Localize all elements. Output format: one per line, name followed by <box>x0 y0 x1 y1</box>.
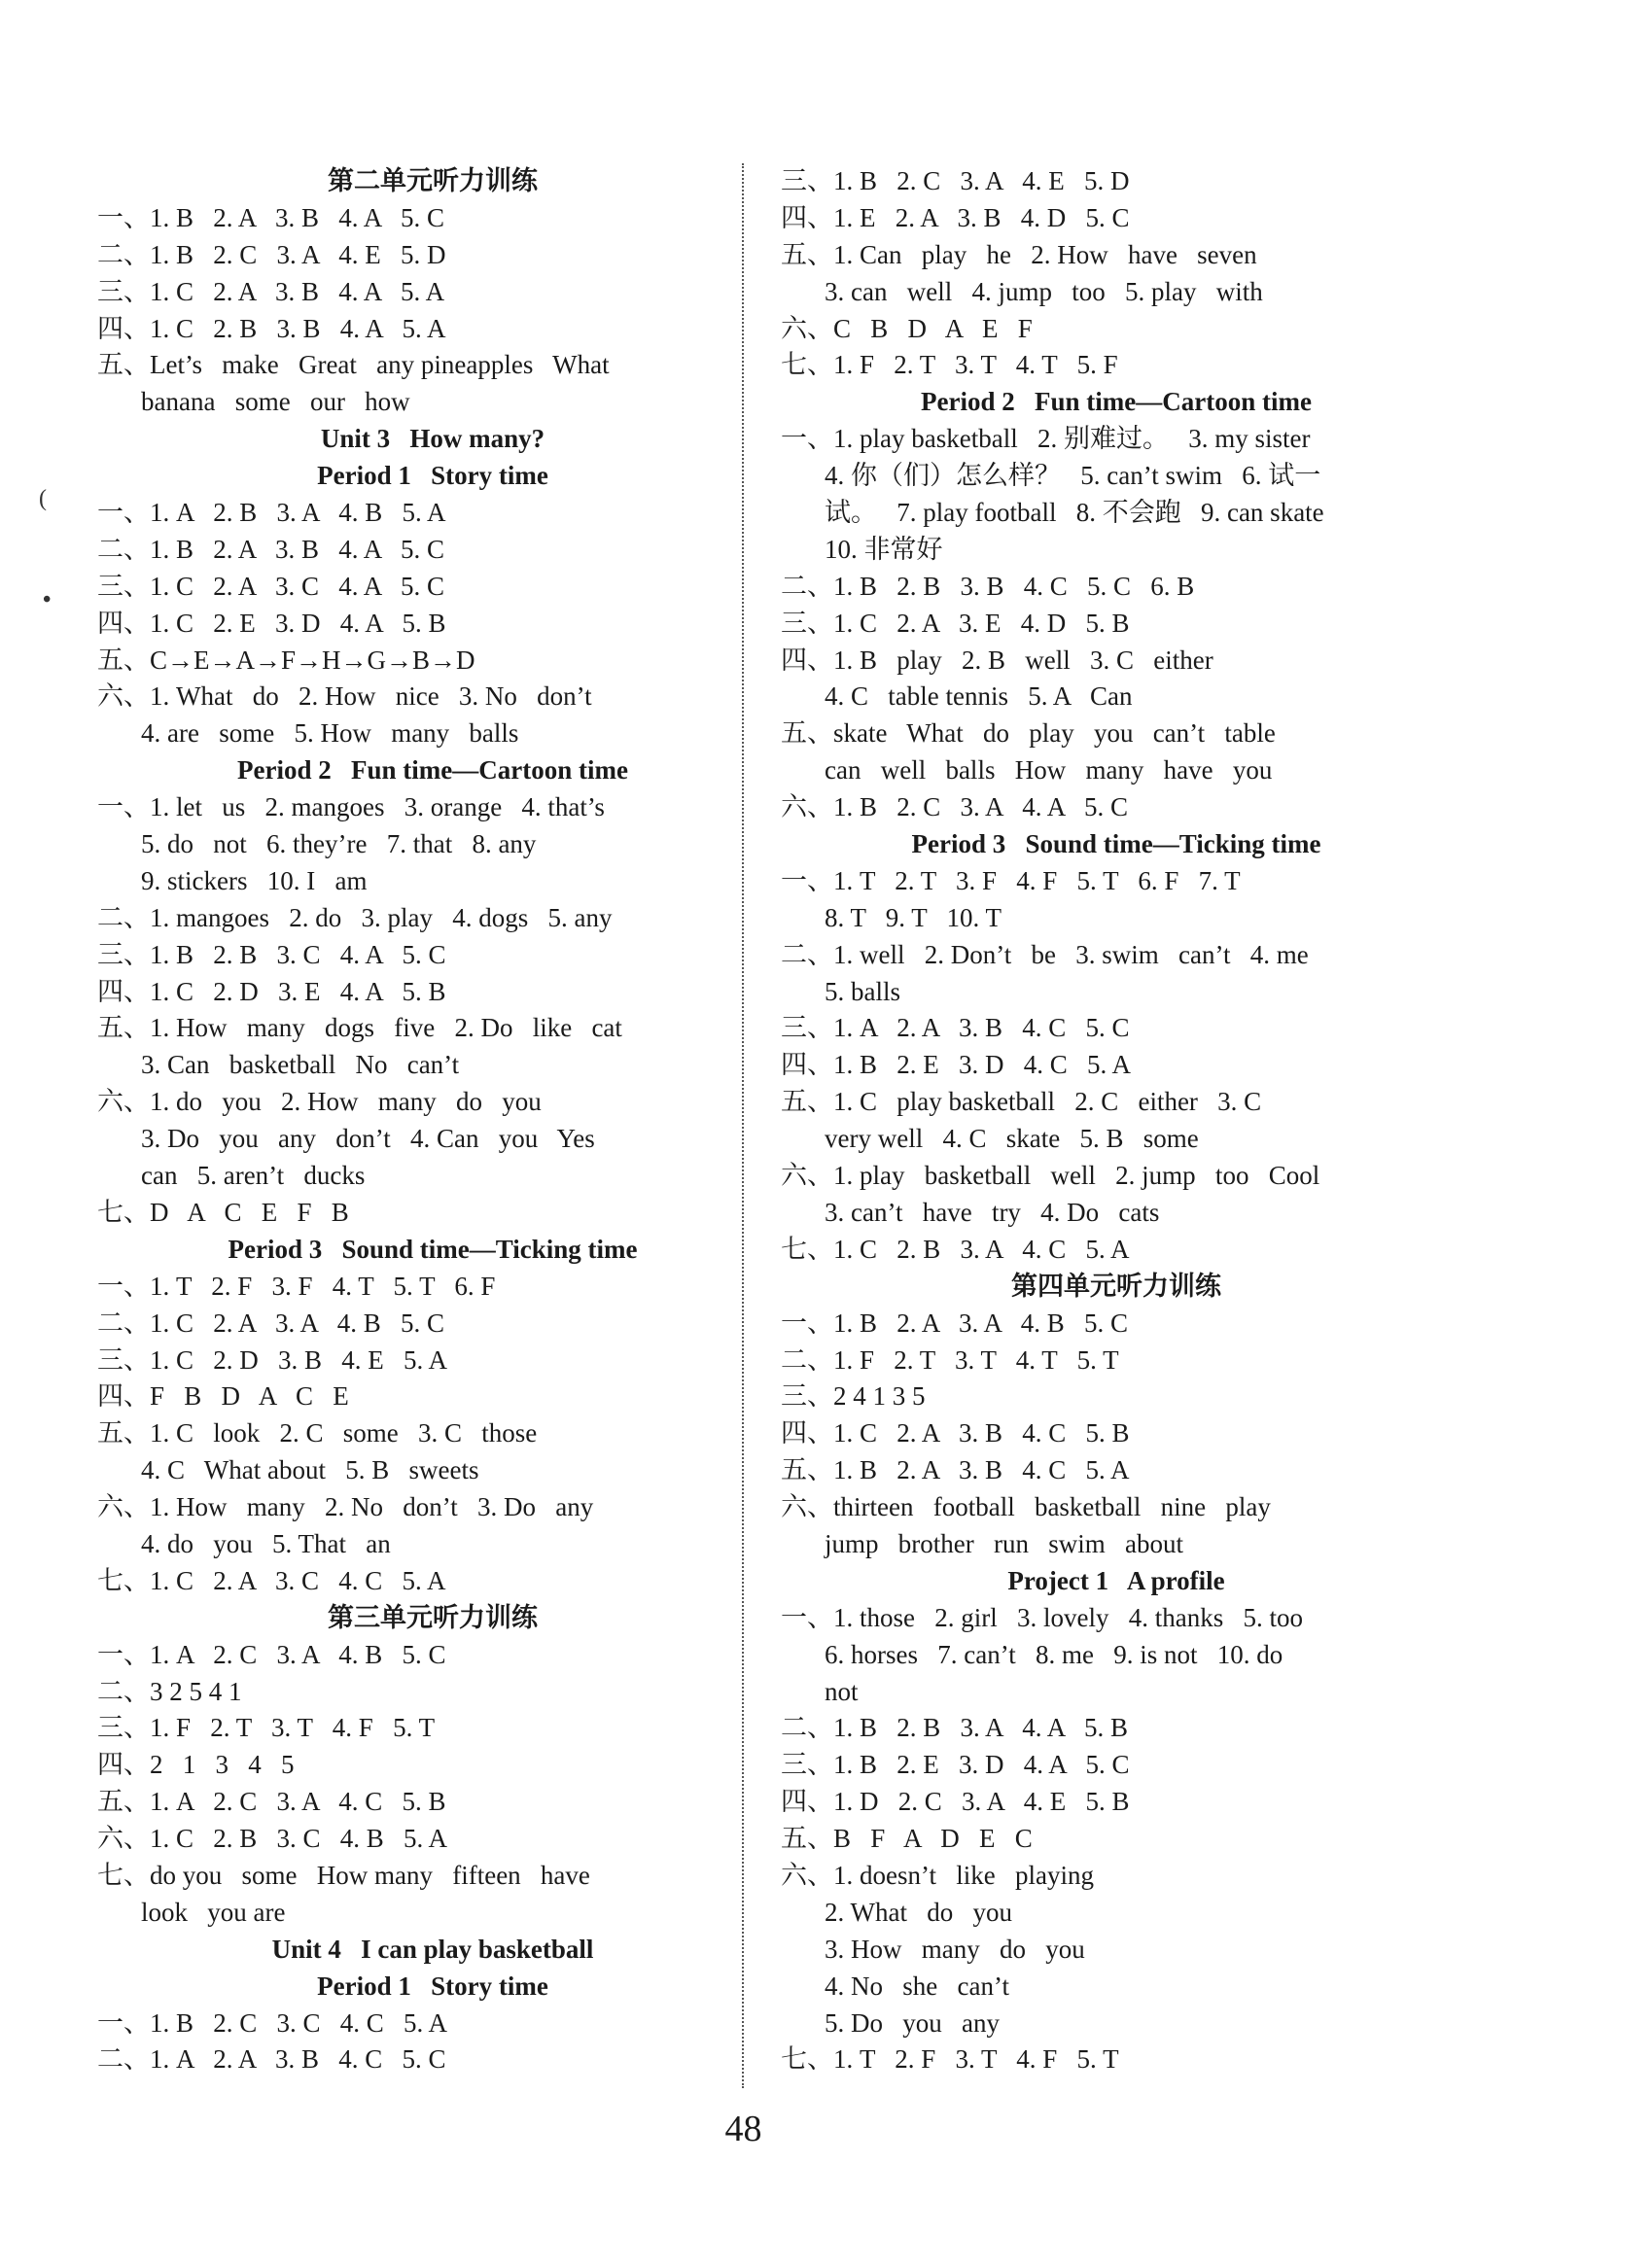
answer-line: 四、1. B play 2. B well 3. C either <box>781 645 1213 675</box>
answer-line-continued: 3. can well 4. jump too 5. play with <box>825 276 1263 306</box>
section-heading: Period 3 Sound time—Ticking time <box>228 1234 638 1264</box>
answer-line: 二、1. B 2. C 3. A 4. E 5. D <box>97 239 446 269</box>
answer-line: 四、1. E 2. A 3. B 4. D 5. C <box>781 202 1130 232</box>
answer-line: 六、1. How many 2. No don’t 3. Do any <box>97 1492 594 1522</box>
answer-line-continued: 4. 你（们）怎么样？ 5. can’t swim 6. 试一 <box>825 461 1321 491</box>
answer-line: 六、1. play basketball well 2. jump too Cool <box>781 1161 1320 1191</box>
answer-line: 七、1. C 2. A 3. C 4. C 5. A <box>97 1565 446 1595</box>
answer-line-continued: 5. balls <box>825 976 900 1006</box>
answer-line: 六、1. What do 2. How nice 3. No don’t <box>97 681 592 712</box>
answer-line-continued: 5. do not 6. they’re 7. that 8. any <box>141 829 537 859</box>
answer-line: 四、2 1 3 4 5 <box>97 1750 295 1780</box>
answer-line-continued: very well 4. C skate 5. B some <box>825 1124 1199 1154</box>
answer-line: 七、1. F 2. T 3. T 4. T 5. F <box>781 350 1118 380</box>
answer-line: 二、3 2 5 4 1 <box>97 1676 242 1706</box>
answer-line: 六、thirteen football basketball nine play <box>781 1492 1271 1522</box>
answer-line: 二、1. A 2. A 3. B 4. C 5. C <box>97 2044 446 2075</box>
answer-line: 三、1. C 2. A 3. E 4. D 5. B <box>781 608 1130 638</box>
answer-line-continued: 10. 非常好 <box>825 534 943 564</box>
answer-line: 三、1. C 2. D 3. B 4. E 5. A <box>97 1344 448 1375</box>
answer-line: 一、1. B 2. A 3. B 4. A 5. C <box>97 202 445 232</box>
answer-line: 三、1. F 2. T 3. T 4. F 5. T <box>97 1713 436 1743</box>
answer-line: 六、C B D A E F <box>781 313 1033 343</box>
answer-line: 五、C→E→A→F→H→G→B→D <box>97 645 475 675</box>
section-heading: Period 1 Story time <box>317 461 548 491</box>
section-heading: 第三单元听力训练 <box>328 1602 538 1632</box>
answer-line: 四、1. C 2. B 3. B 4. A 5. A <box>97 313 446 343</box>
answer-line-continued: 4. C What about 5. B sweets <box>141 1455 479 1485</box>
answer-line: 五、1. A 2. C 3. A 4. C 5. B <box>97 1787 446 1817</box>
answer-line: 二、1. B 2. A 3. B 4. A 5. C <box>97 534 445 564</box>
answer-line: 一、1. A 2. B 3. A 4. B 5. A <box>97 498 446 528</box>
section-heading: 第四单元听力训练 <box>1011 1271 1221 1301</box>
answer-line: 七、do you some How many fifteen have <box>97 1860 590 1890</box>
answer-line-continued: 6. horses 7. can’t 8. me 9. is not 10. do <box>825 1639 1283 1669</box>
answer-line: 二、1. C 2. A 3. A 4. B 5. C <box>97 1308 445 1338</box>
right-answer-column <box>781 163 1452 2078</box>
answer-line: 一、1. B 2. A 3. A 4. B 5. C <box>781 1308 1129 1338</box>
answer-line: 七、1. C 2. B 3. A 4. C 5. A <box>781 1234 1130 1264</box>
answer-line-continued: 3. can’t have try 4. Do cats <box>825 1197 1160 1227</box>
answer-line: 二、1. F 2. T 3. T 4. T 5. T <box>781 1344 1119 1375</box>
answer-line-continued: look you are <box>141 1897 286 1927</box>
column-divider <box>742 163 744 2088</box>
answer-line: 四、F B D A C E <box>97 1381 349 1412</box>
answer-line: 四、1. C 2. E 3. D 4. A 5. B <box>97 608 446 638</box>
section-heading: Period 2 Fun time—Cartoon time <box>921 387 1312 417</box>
answer-line-continued: 4. do you 5. That an <box>141 1528 391 1558</box>
answer-line: 三、1. B 2. E 3. D 4. A 5. C <box>781 1750 1130 1780</box>
answer-line: 二、1. mangoes 2. do 3. play 4. dogs 5. any <box>97 902 613 932</box>
answer-line: 七、1. T 2. F 3. T 4. F 5. T <box>781 2044 1119 2075</box>
margin-mark-1: ( <box>39 486 47 511</box>
answer-line: 六、1. doesn’t like playing <box>781 1860 1094 1890</box>
answer-line: 三、1. C 2. A 3. C 4. A 5. C <box>97 571 445 601</box>
answer-line: 三、1. C 2. A 3. B 4. A 5. A <box>97 276 445 306</box>
answer-line-continued: 3. Can basketball No can’t <box>141 1050 460 1080</box>
answer-line: 六、1. do you 2. How many do you <box>97 1087 542 1117</box>
answer-line: 一、1. play basketball 2. 别难过。 3. my sister <box>781 424 1311 454</box>
answer-line-continued: 4. C table tennis 5. A Can <box>825 681 1133 712</box>
answer-line: 三、1. A 2. A 3. B 4. C 5. C <box>781 1013 1130 1043</box>
section-heading: Project 1 A profile <box>1007 1565 1225 1595</box>
answer-line: 五、B F A D E C <box>781 1824 1033 1854</box>
answer-line: 四、1. C 2. A 3. B 4. C 5. B <box>781 1418 1130 1448</box>
answer-line: 五、skate What do play you can’t table <box>781 718 1276 749</box>
answer-line: 二、1. B 2. B 3. A 4. A 5. B <box>781 1713 1129 1743</box>
answer-line-continued: can 5. aren’t ducks <box>141 1161 366 1191</box>
answer-line: 五、1. How many dogs five 2. Do like cat <box>97 1013 622 1043</box>
answer-line: 一、1. let us 2. mangoes 3. orange 4. that’s <box>97 792 605 822</box>
answer-line-continued: 2. What do you <box>825 1897 1012 1927</box>
answer-line-continued: 8. T 9. T 10. T <box>825 902 1002 932</box>
answer-line-continued: banana some our how <box>141 387 410 417</box>
answer-line: 七、D A C E F B <box>97 1197 349 1227</box>
answer-line: 四、1. D 2. C 3. A 4. E 5. B <box>781 1787 1130 1817</box>
answer-line-continued: 试。 7. play football 8. 不会跑 9. can skate <box>825 498 1324 528</box>
answer-line: 四、1. C 2. D 3. E 4. A 5. B <box>97 976 446 1006</box>
answer-line: 五、1. Can play he 2. How have seven <box>781 239 1257 269</box>
margin-mark-2: • <box>43 587 52 612</box>
answer-line: 一、1. T 2. F 3. F 4. T 5. T 6. F <box>97 1271 496 1301</box>
answer-line: 二、1. well 2. Don’t be 3. swim can’t 4. me <box>781 939 1309 969</box>
answer-line: 三、1. B 2. C 3. A 4. E 5. D <box>781 166 1130 195</box>
answer-line-continued: not <box>825 1676 859 1706</box>
answer-line: 六、1. C 2. B 3. C 4. B 5. A <box>97 1824 448 1854</box>
answer-line: 二、1. B 2. B 3. B 4. C 5. C 6. B <box>781 571 1195 601</box>
answer-line: 五、1. B 2. A 3. B 4. C 5. A <box>781 1455 1130 1485</box>
section-heading: Period 3 Sound time—Ticking time <box>911 829 1321 859</box>
answer-line-continued: 3. How many do you <box>825 1934 1085 1964</box>
section-heading: Period 2 Fun time—Cartoon time <box>237 755 628 785</box>
answer-line: 五、Let’s make Great any pineapples What <box>97 350 610 380</box>
answer-line: 五、1. C look 2. C some 3. C those <box>97 1418 538 1448</box>
section-heading: Unit 3 How many? <box>320 424 545 454</box>
answer-line: 一、1. B 2. C 3. C 4. C 5. A <box>97 2007 448 2038</box>
section-heading: Period 1 Story time <box>317 1971 548 2001</box>
answer-line-continued: 5. Do you any <box>825 2007 1000 2038</box>
answer-line: 四、1. B 2. E 3. D 4. C 5. A <box>781 1050 1132 1080</box>
answer-line: 三、2 4 1 3 5 <box>781 1381 926 1412</box>
answer-line-continued: can well balls How many have you <box>825 755 1273 785</box>
section-heading: Unit 4 I can play basketball <box>271 1934 594 1964</box>
answer-line: 一、1. T 2. T 3. F 4. F 5. T 6. F 7. T <box>781 865 1241 895</box>
section-heading: 第二单元听力训练 <box>328 166 538 195</box>
answer-line-continued: 9. stickers 10. I am <box>141 865 368 895</box>
page-number: 48 <box>724 2109 762 2149</box>
answer-line-continued: 3. Do you any don’t 4. Can you Yes <box>141 1124 595 1154</box>
answer-line: 五、1. C play basketball 2. C either 3. C <box>781 1087 1262 1117</box>
answer-line-continued: 4. are some 5. How many balls <box>141 718 519 749</box>
answer-line-continued: jump brother run swim about <box>825 1528 1183 1558</box>
answer-line: 三、1. B 2. B 3. C 4. A 5. C <box>97 939 446 969</box>
answer-line: 六、1. B 2. C 3. A 4. A 5. C <box>781 792 1129 822</box>
answer-line: 一、1. A 2. C 3. A 4. B 5. C <box>97 1639 446 1669</box>
answer-line-continued: 4. No she can’t <box>825 1971 1009 2001</box>
answer-line: 一、1. those 2. girl 3. lovely 4. thanks 5. too <box>781 1602 1303 1632</box>
left-answer-column <box>97 163 768 2078</box>
